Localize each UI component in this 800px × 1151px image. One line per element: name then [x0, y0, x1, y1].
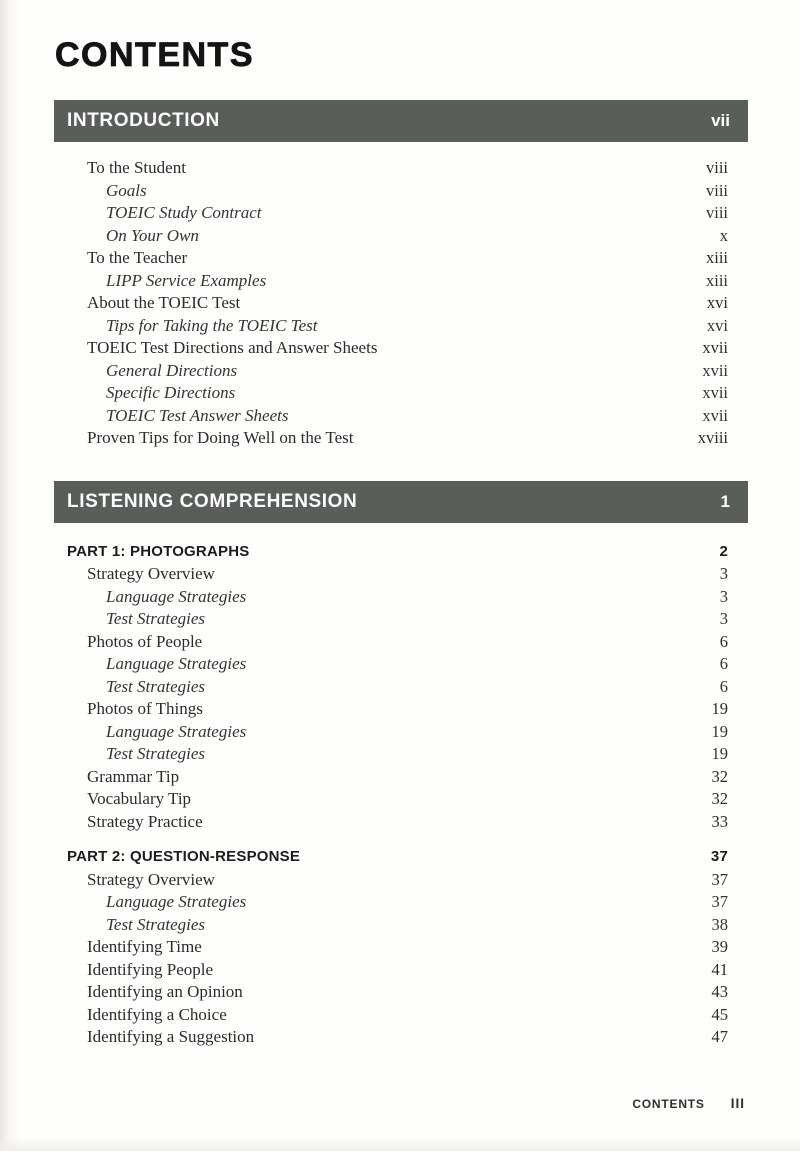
toc-entry — [54, 869, 748, 892]
toc-entry — [54, 766, 748, 789]
toc-entry-page: xiii — [705, 270, 728, 290]
toc-entry — [54, 247, 748, 270]
toc-entry-page: 3 — [719, 564, 728, 583]
toc-entry-page: 37 — [711, 869, 728, 889]
toc-content — [54, 36, 748, 1049]
toc-entry-label: Test Strategies — [106, 914, 206, 934]
toc-entry-page: xvii — [702, 360, 728, 380]
toc-entry-label: Language Strategies — [106, 892, 247, 911]
toc-entry — [54, 811, 748, 834]
toc-entry-label: Tips for Taking the TOEIC Test — [106, 315, 318, 335]
toc-entry-label: Proven Tips for Doing Well on the Test — [87, 428, 354, 447]
toc-entry-page: 19 — [711, 744, 728, 763]
toc-entry — [54, 721, 748, 744]
part-header — [54, 541, 748, 564]
toc-entry — [54, 270, 748, 293]
toc-entry-label: To the Teacher — [87, 248, 188, 267]
toc-entry-label: Specific Directions — [106, 383, 236, 402]
toc-entry-page: 32 — [711, 789, 728, 808]
part-page-number: 37 — [710, 848, 728, 865]
toc-entry-page: 3 — [719, 586, 728, 606]
toc-entry — [54, 653, 748, 676]
toc-entry-label: Goals — [106, 180, 147, 200]
toc-entry-page: 37 — [711, 892, 728, 911]
toc-entry-page: 43 — [711, 982, 728, 1001]
toc-entry-label: Identifying Time — [87, 937, 202, 956]
toc-entry-label: Photos of People — [87, 631, 203, 651]
toc-entry-label: Language Strategies — [106, 586, 247, 606]
toc-entry-label: On Your Own — [106, 225, 199, 245]
toc-entry-label: TOEIC Test Directions and Answer Sheets — [87, 338, 378, 357]
toc-entry-page: 19 — [711, 721, 728, 741]
toc-entry-label: To the Student — [87, 158, 186, 177]
toc-entry-page: 6 — [719, 631, 728, 651]
toc-entry — [54, 405, 748, 428]
toc-entry-label: LIPP Service Examples — [106, 270, 267, 290]
toc-entry — [54, 563, 748, 586]
toc-section — [54, 481, 748, 1049]
section-title: INTRODUCTION — [67, 110, 220, 131]
toc-entry-page: 19 — [711, 699, 728, 718]
toc-part — [54, 541, 748, 834]
toc-entry — [54, 337, 748, 360]
toc-entry — [54, 608, 748, 631]
footer-running-head: CONTENTS — [632, 1097, 705, 1111]
toc-entry-label: Identifying People — [87, 959, 214, 979]
toc-entry — [54, 788, 748, 811]
toc-entry-page: xvi — [706, 293, 728, 312]
toc-entry — [54, 914, 748, 937]
part-header — [54, 846, 748, 869]
part-page-number: 2 — [719, 542, 728, 560]
toc-entry-label: Language Strategies — [106, 654, 247, 673]
toc-entry-label: Photos of Things — [87, 699, 203, 718]
section-entries — [54, 157, 748, 450]
page-footer — [632, 1096, 745, 1111]
footer-page-number: III — [730, 1096, 745, 1111]
toc-entry-page: 33 — [711, 811, 728, 831]
toc-entry — [54, 1026, 748, 1049]
toc-entry — [54, 1004, 748, 1027]
toc-entry-page: viii — [705, 203, 728, 222]
toc-entry-label: Strategy Overview — [87, 564, 215, 583]
toc-entry — [54, 743, 748, 766]
toc-entry-label: Strategy Practice — [87, 811, 203, 831]
toc-entry-page: xvii — [702, 338, 728, 357]
toc-entry-page: xvii — [702, 405, 728, 425]
toc-entry-page: xvii — [702, 383, 728, 402]
toc-entry-label: TOEIC Study Contract — [106, 203, 262, 222]
toc-entry — [54, 157, 748, 180]
toc-entry — [54, 586, 748, 609]
toc-entry-label: Test Strategies — [106, 676, 206, 696]
toc-entry — [54, 981, 748, 1004]
toc-entry-label: Strategy Overview — [87, 869, 215, 889]
toc-sections — [54, 100, 748, 1049]
section-title: LISTENING COMPREHENSION — [67, 490, 358, 512]
toc-entry-label: Test Strategies — [106, 744, 206, 763]
section-header-bar — [54, 100, 748, 142]
toc-entry-page: 39 — [711, 937, 728, 956]
toc-entry — [54, 225, 748, 248]
toc-entry-page: 6 — [719, 676, 728, 696]
part-title: PART 1: PHOTOGRAPHS — [67, 542, 250, 560]
toc-entry — [54, 202, 748, 225]
toc-entry-page: viii — [705, 158, 728, 177]
toc-entry-page: xvi — [706, 315, 728, 335]
section-header-bar — [54, 481, 748, 523]
toc-entry-label: Grammar Tip — [87, 766, 180, 786]
toc-entry — [54, 959, 748, 982]
toc-entry-page: viii — [705, 180, 728, 200]
toc-entry — [54, 891, 748, 914]
section-page-number: vii — [711, 111, 730, 130]
toc-entry-page: 32 — [711, 766, 728, 786]
toc-entry — [54, 936, 748, 959]
toc-entry — [54, 360, 748, 383]
toc-entry — [54, 180, 748, 203]
page-title: CONTENTS — [55, 36, 254, 74]
toc-entry-page: 45 — [711, 1004, 728, 1024]
toc-entry-page: xiii — [705, 248, 728, 267]
toc-entry-label: Vocabulary Tip — [87, 789, 192, 808]
toc-entry-page: xviii — [697, 428, 728, 447]
toc-part — [54, 846, 748, 1049]
part-title: PART 2: QUESTION-RESPONSE — [67, 848, 301, 865]
toc-entry-label: Identifying a Suggestion — [87, 1027, 255, 1046]
toc-entry-page: 47 — [711, 1027, 728, 1046]
toc-entry — [54, 676, 748, 699]
toc-section — [54, 100, 748, 450]
toc-entry — [54, 292, 748, 315]
toc-entry — [54, 698, 748, 721]
toc-entry-label: Identifying an Opinion — [87, 982, 243, 1001]
toc-entry-page: 38 — [711, 914, 728, 934]
toc-entry-label: Identifying a Choice — [87, 1004, 227, 1024]
toc-entry-label: Language Strategies — [106, 721, 247, 741]
toc-entry-page: 3 — [719, 609, 728, 628]
toc-entry-label: Test Strategies — [106, 609, 206, 628]
toc-entry-page: 6 — [719, 654, 728, 673]
toc-entry — [54, 315, 748, 338]
toc-entry — [54, 631, 748, 654]
toc-entry-label: About the TOEIC Test — [87, 293, 241, 312]
toc-entry — [54, 427, 748, 450]
toc-entry-page: 41 — [711, 959, 728, 979]
toc-entry-page: x — [719, 225, 728, 245]
toc-entry-label: TOEIC Test Answer Sheets — [106, 405, 289, 425]
section-page-number: 1 — [720, 491, 730, 511]
toc-entry-label: General Directions — [106, 360, 238, 380]
toc-entry — [54, 382, 748, 405]
